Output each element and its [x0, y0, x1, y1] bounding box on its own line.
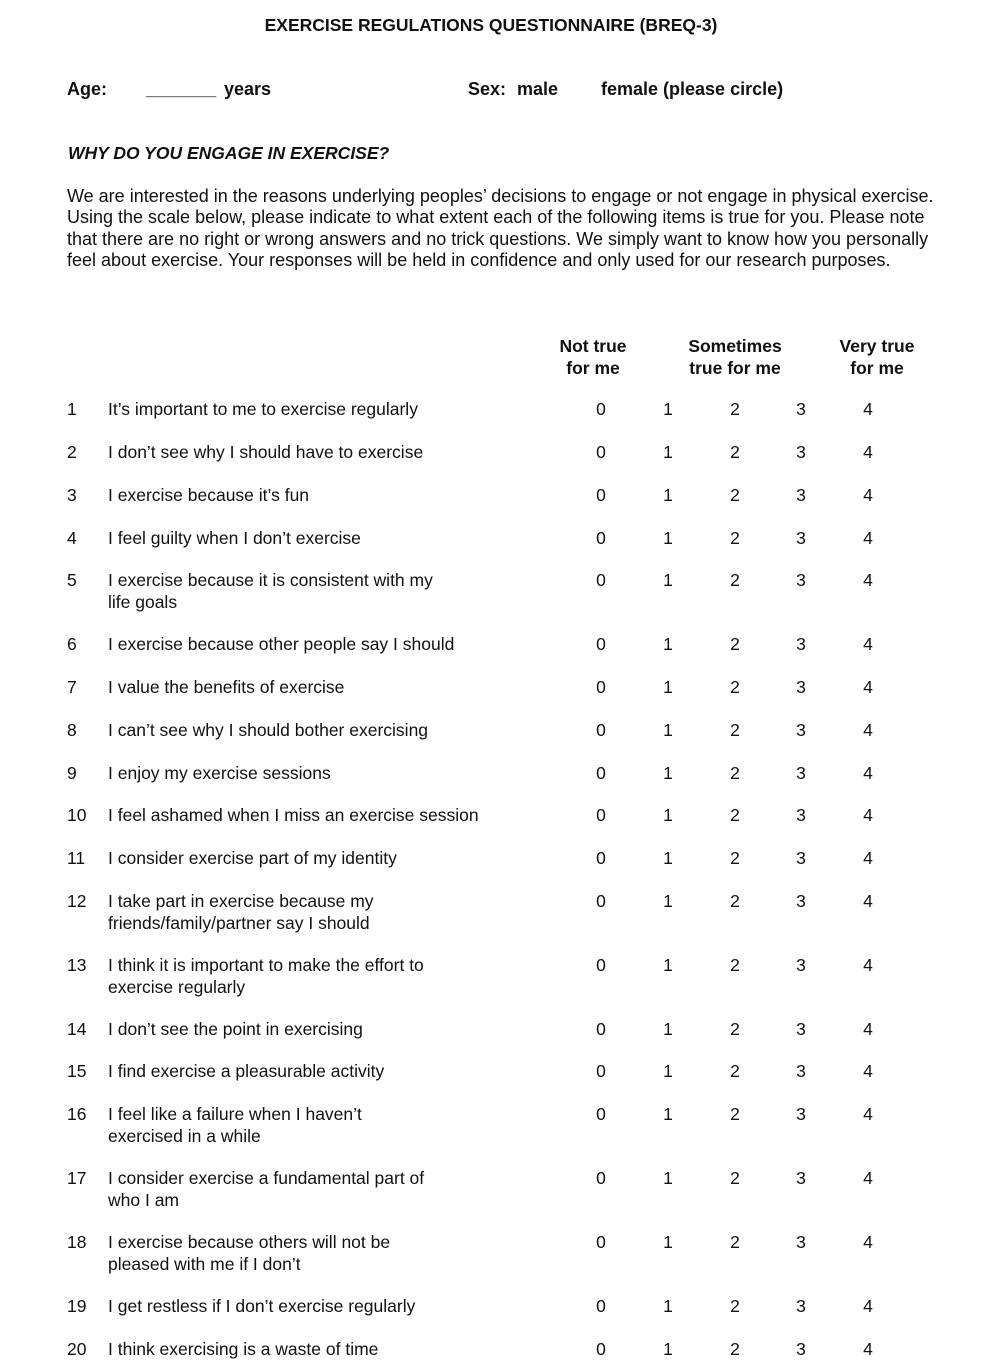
- question-number: 10: [67, 805, 87, 825]
- option-3[interactable]: 3: [796, 442, 806, 462]
- option-2[interactable]: 2: [730, 1296, 740, 1316]
- option-4[interactable]: 4: [863, 1104, 873, 1124]
- intro-paragraph: We are interested in the reasons underlying peoples’ decisions to engage or not engage in physical exercise. Using the scale below, please indicate to what extent each of the following items is true for you. Please note that there are no right or wrong answers and no trick questions. We simply want to know how you personally feel about exercise. Your responses will be held in confidence and only used for our research purposes.: [67, 186, 934, 270]
- option-3[interactable]: 3: [796, 1019, 806, 1039]
- option-4[interactable]: 4: [863, 442, 873, 462]
- option-0[interactable]: 0: [596, 1232, 606, 1252]
- option-4[interactable]: 4: [863, 848, 873, 868]
- option-2[interactable]: 2: [730, 805, 740, 825]
- option-4[interactable]: 4: [863, 634, 873, 654]
- option-1[interactable]: 1: [663, 442, 673, 462]
- option-1[interactable]: 1: [663, 720, 673, 740]
- option-4[interactable]: 4: [863, 1061, 873, 1081]
- option-3[interactable]: 3: [796, 399, 806, 419]
- option-4[interactable]: 4: [863, 1339, 873, 1359]
- option-0[interactable]: 0: [596, 1168, 606, 1188]
- option-2[interactable]: 2: [730, 1168, 740, 1188]
- option-0[interactable]: 0: [596, 763, 606, 783]
- question-number: 11: [67, 848, 86, 868]
- question-text: I take part in exercise because my friends/family/partner say I should: [108, 891, 374, 933]
- option-1[interactable]: 1: [663, 763, 673, 783]
- option-0[interactable]: 0: [596, 528, 606, 548]
- option-0[interactable]: 0: [596, 1061, 606, 1081]
- question-text: I can’t see why I should bother exercising: [108, 720, 429, 740]
- option-1[interactable]: 1: [663, 1019, 673, 1039]
- option-2[interactable]: 2: [730, 720, 740, 740]
- option-1[interactable]: 1: [663, 1296, 673, 1316]
- option-1[interactable]: 1: [663, 399, 673, 419]
- question-text: I don’t see the point in exercising: [108, 1019, 363, 1039]
- option-1[interactable]: 1: [663, 891, 673, 911]
- option-0[interactable]: 0: [596, 1296, 606, 1316]
- sex-label: Sex:: [468, 79, 507, 99]
- option-1[interactable]: 1: [663, 955, 673, 975]
- option-4[interactable]: 4: [863, 720, 873, 740]
- option-2[interactable]: 2: [730, 1339, 740, 1359]
- question-text: I find exercise a pleasurable activity: [108, 1061, 385, 1081]
- option-4[interactable]: 4: [863, 1232, 873, 1252]
- option-1[interactable]: 1: [663, 805, 673, 825]
- question-number: 18: [67, 1232, 87, 1252]
- scale-header-line: Very true: [839, 336, 915, 356]
- option-3[interactable]: 3: [796, 763, 806, 783]
- option-4[interactable]: 4: [863, 1296, 873, 1316]
- option-4[interactable]: 4: [863, 528, 873, 548]
- question-number: 8: [67, 720, 77, 740]
- option-0[interactable]: 0: [596, 805, 606, 825]
- question-text: It’s important to me to exercise regularly: [108, 399, 418, 419]
- option-0[interactable]: 0: [596, 1339, 606, 1359]
- option-0[interactable]: 0: [596, 720, 606, 740]
- scale-header-not-true: [523, 335, 663, 379]
- option-2[interactable]: 2: [730, 891, 740, 911]
- sex-option-female[interactable]: female (please circle): [601, 79, 784, 99]
- option-2[interactable]: 2: [730, 485, 740, 505]
- option-3[interactable]: 3: [796, 1104, 806, 1124]
- option-3[interactable]: 3: [796, 891, 806, 911]
- option-4[interactable]: 4: [863, 763, 873, 783]
- question-text: I think it is important to make the effort to exercise regularly: [108, 955, 424, 997]
- option-0[interactable]: 0: [596, 848, 606, 868]
- sex-option-male[interactable]: male: [517, 79, 559, 99]
- option-0[interactable]: 0: [596, 891, 606, 911]
- question-number: 12: [67, 891, 87, 911]
- age-label: Age:: [67, 79, 107, 99]
- option-1[interactable]: 1: [663, 677, 673, 697]
- question-text: I feel like a failure when I haven’t exercised in a while: [108, 1104, 362, 1146]
- scale-header-line: Not true: [559, 336, 627, 356]
- option-2[interactable]: 2: [730, 1061, 740, 1081]
- page-title: EXERCISE REGULATIONS QUESTIONNAIRE (BREQ-3): [264, 15, 718, 35]
- option-3[interactable]: 3: [796, 1232, 806, 1252]
- question-text: I consider exercise part of my identity: [108, 848, 397, 868]
- option-0[interactable]: 0: [596, 570, 606, 590]
- question-number: 14: [67, 1019, 87, 1039]
- option-1[interactable]: 1: [663, 1232, 673, 1252]
- option-3[interactable]: 3: [796, 570, 806, 590]
- scale-header-line: Sometimes: [688, 336, 782, 356]
- option-3[interactable]: 3: [796, 1168, 806, 1188]
- option-1[interactable]: 1: [663, 1104, 673, 1124]
- option-2[interactable]: 2: [730, 1104, 740, 1124]
- option-2[interactable]: 2: [730, 1019, 740, 1039]
- age-field[interactable]: _______: [146, 79, 217, 99]
- option-3[interactable]: 3: [796, 528, 806, 548]
- question-text: I consider exercise a fundamental part of who I am: [108, 1168, 425, 1210]
- option-1[interactable]: 1: [663, 1168, 673, 1188]
- question-text: I feel guilty when I don’t exercise: [108, 528, 361, 548]
- option-3[interactable]: 3: [796, 1296, 806, 1316]
- option-4[interactable]: 4: [863, 570, 873, 590]
- scale-header-line: for me: [566, 358, 620, 378]
- option-1[interactable]: 1: [663, 1061, 673, 1081]
- question-text: I value the benefits of exercise: [108, 677, 345, 697]
- option-3[interactable]: 3: [796, 677, 806, 697]
- option-2[interactable]: 2: [730, 677, 740, 697]
- option-0[interactable]: 0: [596, 677, 606, 697]
- option-3[interactable]: 3: [796, 485, 806, 505]
- option-0[interactable]: 0: [596, 485, 606, 505]
- question-text: I exercise because it is consistent with my life goals: [108, 570, 433, 612]
- option-0[interactable]: 0: [596, 1104, 606, 1124]
- age-unit: years: [224, 79, 272, 99]
- option-4[interactable]: 4: [863, 485, 873, 505]
- option-4[interactable]: 4: [863, 1168, 873, 1188]
- question-number: 2: [67, 442, 77, 462]
- option-1[interactable]: 1: [663, 1339, 673, 1359]
- option-0[interactable]: 0: [596, 955, 606, 975]
- option-1[interactable]: 1: [663, 570, 673, 590]
- question-text: I exercise because others will not be pleased with me if I don’t: [108, 1232, 391, 1274]
- option-0[interactable]: 0: [596, 399, 606, 419]
- option-1[interactable]: 1: [663, 485, 673, 505]
- option-0[interactable]: 0: [596, 1019, 606, 1039]
- question-text: I don’t see why I should have to exercise: [108, 442, 424, 462]
- option-0[interactable]: 0: [596, 442, 606, 462]
- scale-header-line: true for me: [689, 358, 781, 378]
- option-2[interactable]: 2: [730, 399, 740, 419]
- question-text: I think exercising is a waste of time: [108, 1339, 379, 1359]
- option-2[interactable]: 2: [730, 763, 740, 783]
- option-1[interactable]: 1: [663, 634, 673, 654]
- question-number: 7: [67, 677, 77, 697]
- question-text: I feel ashamed when I miss an exercise session: [108, 805, 479, 825]
- option-3[interactable]: 3: [796, 848, 806, 868]
- option-4[interactable]: 4: [863, 399, 873, 419]
- option-3[interactable]: 3: [796, 1061, 806, 1081]
- option-1[interactable]: 1: [663, 528, 673, 548]
- scale-header-very-true: [807, 335, 947, 379]
- option-2[interactable]: 2: [730, 1232, 740, 1252]
- option-4[interactable]: 4: [863, 805, 873, 825]
- option-3[interactable]: 3: [796, 955, 806, 975]
- section-title: WHY DO YOU ENGAGE IN EXERCISE?: [68, 143, 390, 163]
- question-number: 15: [67, 1061, 87, 1081]
- option-4[interactable]: 4: [863, 1019, 873, 1039]
- scale-header-line: for me: [850, 358, 904, 378]
- option-2[interactable]: 2: [730, 442, 740, 462]
- question-number: 19: [67, 1296, 87, 1316]
- option-2[interactable]: 2: [730, 848, 740, 868]
- option-2[interactable]: 2: [730, 634, 740, 654]
- option-0[interactable]: 0: [596, 634, 606, 654]
- question-text: I exercise because other people say I should: [108, 634, 455, 654]
- option-3[interactable]: 3: [796, 1339, 806, 1359]
- question-number: 1: [67, 399, 77, 419]
- question-number: 9: [67, 763, 77, 783]
- question-text: I exercise because it’s fun: [108, 485, 310, 505]
- option-4[interactable]: 4: [863, 955, 873, 975]
- question-number: 3: [67, 485, 77, 505]
- question-text: I enjoy my exercise sessions: [108, 763, 331, 783]
- question-number: 16: [67, 1104, 87, 1124]
- question-number: 17: [67, 1168, 87, 1188]
- option-3[interactable]: 3: [796, 720, 806, 740]
- option-4[interactable]: 4: [863, 677, 873, 697]
- question-number: 6: [67, 634, 77, 654]
- question-number: 5: [67, 570, 77, 590]
- option-2[interactable]: 2: [730, 570, 740, 590]
- scale-header-sometimes: [665, 335, 805, 379]
- question-number: 4: [67, 528, 77, 548]
- question-number: 13: [67, 955, 87, 975]
- option-3[interactable]: 3: [796, 634, 806, 654]
- option-2[interactable]: 2: [730, 528, 740, 548]
- option-1[interactable]: 1: [663, 848, 673, 868]
- question-number: 20: [67, 1339, 87, 1359]
- option-2[interactable]: 2: [730, 955, 740, 975]
- question-text: I get restless if I don’t exercise regularly: [108, 1296, 416, 1316]
- option-4[interactable]: 4: [863, 891, 873, 911]
- option-3[interactable]: 3: [796, 805, 806, 825]
